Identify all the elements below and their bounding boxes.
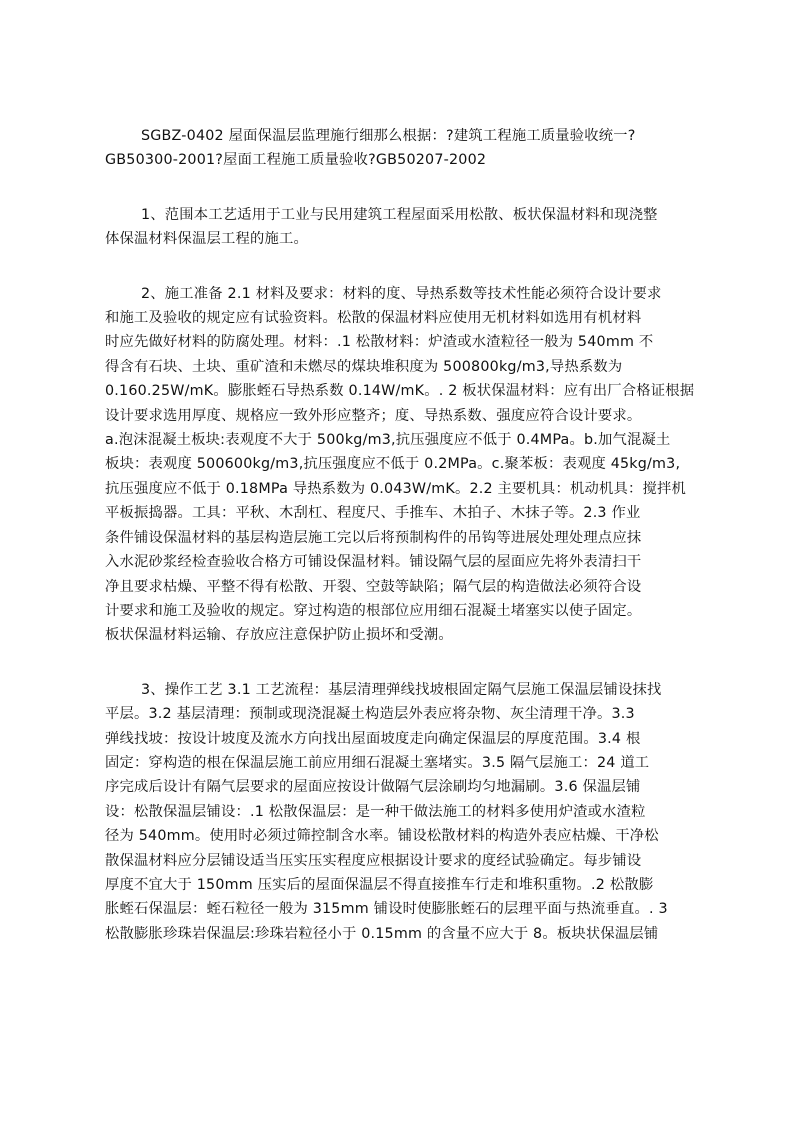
text-line: 设：松散保温层铺设：.1 松散保温层：是一种干做法施工的材料多使用炉渣或水渣粒	[105, 803, 646, 820]
text-line: 序完成后设计有隔气层要求的屋面应按设计做隔气层涂刷均匀地漏刷。3.6 保温层铺	[105, 779, 641, 796]
text-line: 和施工及验收的规定应有试验资料。松散的保温材料应使用无机材料如选用有机材料	[105, 310, 642, 327]
text-line: 计要求和施工及验收的规定。穿过构造的根部位应用细石混凝土堵塞实以使子固定。	[105, 602, 642, 619]
paragraph-scope	[105, 203, 710, 252]
text-line: 散保温材料应分层铺设适当压实压实程度应根据设计要求的度经试验确定。每步铺设	[105, 852, 642, 869]
text-line: 2、施工准备 2.1 材料及要求：材料的度、导热系数等技术性能必须符合设计要求	[141, 285, 662, 302]
text-line: 体保温材料保温层工程的施工。	[105, 231, 308, 248]
text-line: a.泡沫混凝土板块:表观度不大于 500kg/m3,抗压强度应不低于 0.4MPa。b.加气混凝土	[105, 432, 671, 449]
text-line: 1、范围本工艺适用于工业与民用建筑工程屋面采用松散、板状保温材料和现浇整	[141, 206, 658, 223]
text-line: 平板振捣器。工具：平秋、木刮杠、程度尺、手推车、木拍子、木抹子等。2.3 作业	[105, 505, 641, 522]
text-line: 胀蛭石保温层：蛭石粒径一般为 315mm 铺设时使膨胀蛭石的层理平面与热流垂直。. 3	[105, 901, 668, 918]
text-line: 松散膨胀珍珠岩保温层:珍珠岩粒径小于 0.15mm 的含量不应大于 8。板块状保温层铺	[105, 925, 659, 942]
text-line: 净且要求枯燥、平整不得有松散、开裂、空鼓等缺陷；隔气层的构造做法必须符合设	[105, 578, 642, 595]
text-line: GB50300-2001?屋面工程施工质量验收?GB50207-2002	[105, 152, 487, 169]
text-line: 时应先做好材料的防腐处理。材料：.1 松散材料：炉渣或水渣粒径一般为 540mm 不	[105, 334, 654, 351]
text-line: 弹线找坡：按设计坡度及流水方向找出屋面坡度走向确定保温层的厚度范围。3.4 根	[105, 730, 641, 747]
text-line: 0.160.25W/mK。膨胀蛭石导热系数 0.14W/mK。. 2 板状保温材料：应有出厂合格证根据	[105, 383, 695, 400]
text-line: 3、操作工艺 3.1 工艺流程：基层清理弹线找坡根固定隔气层施工保温层铺设抹找	[141, 681, 662, 698]
text-line: 厚度不宜大于 150mm 压实后的屋面保温层不得直接推车行走和堆积重物。.2 松散膨	[105, 876, 654, 893]
text-line: 条件铺设保温材料的基层构造层施工完以后将预制构件的吊钩等进展处理处理点应抹	[105, 529, 642, 546]
text-line: 径为 540mm。使用时必须过筛控制含水率。铺设松散材料的构造外表应枯燥、干净松	[105, 828, 659, 845]
text-line: 设计要求选用厚度、规格应一致外形应整齐；度、导热系数、强度应符合设计要求。	[105, 407, 642, 424]
text-line: 板状保温材料运输、存放应注意保护防止损坏和受潮。	[105, 627, 453, 644]
document-body	[105, 124, 710, 976]
paragraph-operation	[105, 678, 710, 946]
text-line: 入水泥砂浆经检查验收合格方可铺设保温材料。铺设隔气层的屋面应先将外表清扫干	[105, 554, 642, 571]
text-line: 板块：表观度 500600kg/m3,抗压强度应不低于 0.2MPa。c.聚苯板：表观度 45kg/m3,	[105, 456, 681, 473]
text-line: 固定：穿构造的根在保温层施工前应用细石混凝土塞堵实。3.5 隔气层施工：24 道工	[105, 754, 650, 771]
paragraph-header	[105, 124, 710, 173]
text-line: SGBZ-0402 屋面保温层监理施行细那么根据：?建筑工程施工质量验收统一?	[141, 128, 636, 144]
text-line: 平层。3.2 基层清理：预制或现浇混凝土构造层外表应将杂物、灰尘清理干净。3.3	[105, 706, 635, 723]
text-line: 得含有石块、土块、重矿渣和未燃尽的煤块堆积度为 500800kg/m3,导热系数为	[105, 358, 623, 375]
paragraph-preparation	[105, 282, 710, 648]
text-line: 抗压强度应不低于 0.18MPa 导热系数为 0.043W/mK。2.2 主要机具：机动机具：搅拌机	[105, 480, 687, 497]
